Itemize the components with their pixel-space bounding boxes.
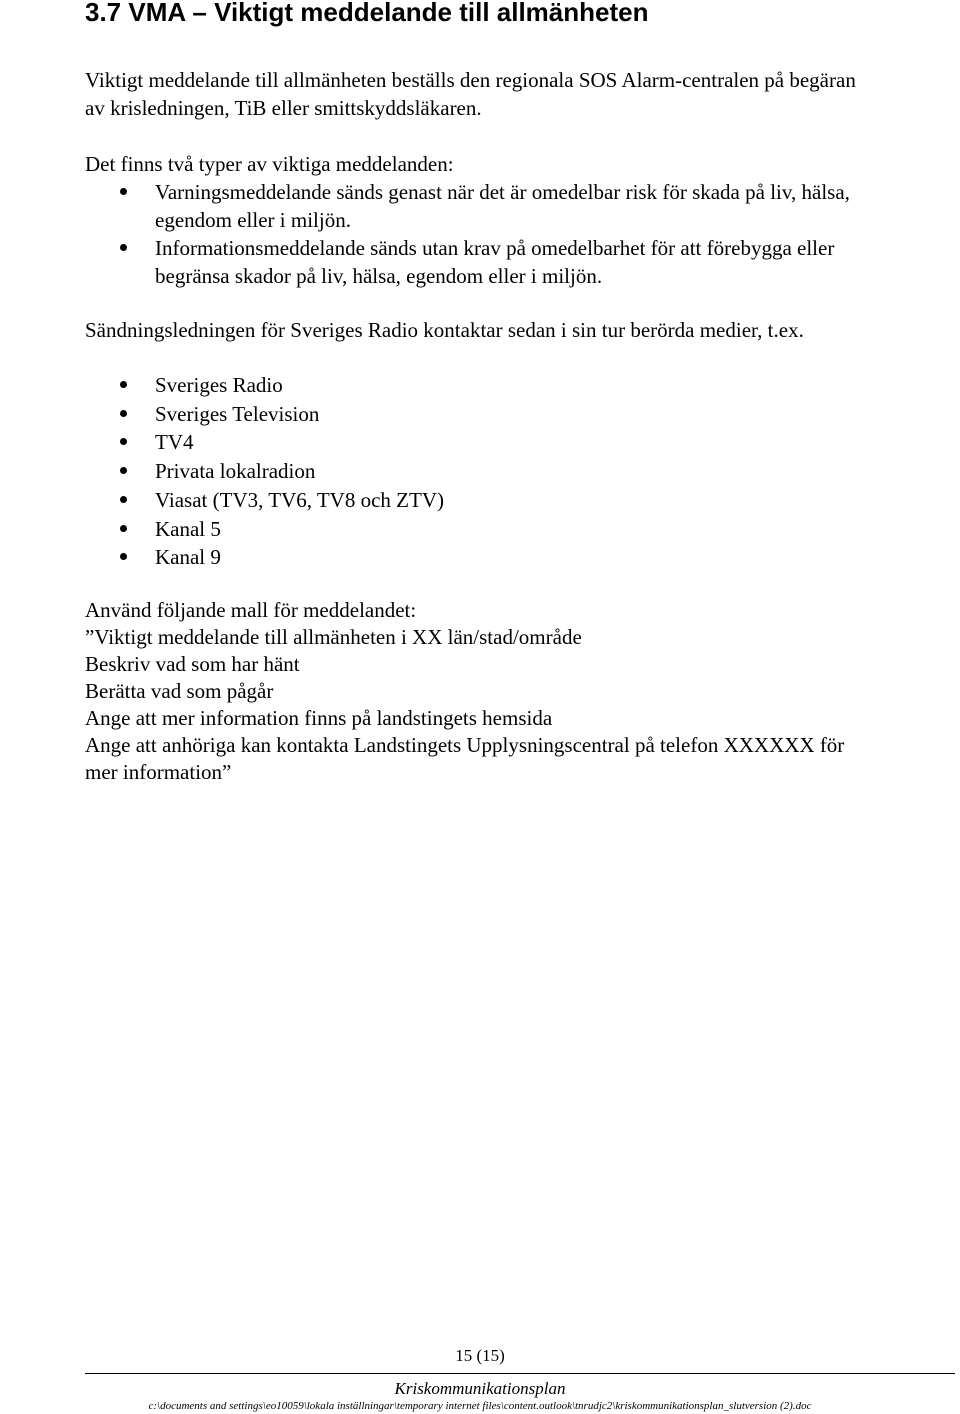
template-intro: Använd följande mall för meddelandet: (85, 598, 417, 622)
message-types-list (85, 178, 875, 290)
list-item: Privata lokalradion (85, 457, 875, 486)
media-intro: Sändningsledningen för Sveriges Radio kontaktar sedan i sin tur berörda medier, t.ex. (85, 318, 804, 342)
section-heading: 3.7 VMA – Viktigt meddelande till allmänheten (85, 0, 649, 27)
template-line: Ange att mer information finns på landstingets hemsida (85, 706, 553, 730)
list-item: Viasat (TV3, TV6, TV8 och ZTV) (85, 486, 875, 515)
list-item: Informationsmeddelande sänds utan krav på omedelbarhet för att förebygga eller begränsa skador på liv, hälsa, egendom eller i miljön. (85, 234, 875, 290)
footer-file-path: c:\documents and settings\eo10059\lokala inställningar\temporary internet files\content.outlook\tnrudjc2\kriskommunikationsplan_slutversion (2).doc (148, 1400, 812, 1412)
message-template (85, 624, 875, 786)
list-item: Kanal 9 (85, 543, 875, 572)
media-list (85, 371, 875, 572)
list-item: TV4 (85, 428, 875, 457)
template-line: Beskriv vad som har hänt (85, 652, 300, 676)
template-line: ”Viktigt meddelande till allmänheten i XX län/stad/område (85, 625, 582, 649)
template-line: Berätta vad som pågår (85, 679, 274, 703)
list-item: Kanal 5 (85, 515, 875, 544)
list-item: Sveriges Radio (85, 371, 875, 400)
footer-divider (85, 1373, 955, 1374)
types-intro: Det finns två typer av viktiga meddelanden: (85, 152, 454, 176)
list-item: Sveriges Television (85, 400, 875, 429)
intro-paragraph: Viktigt meddelande till allmänheten beställs den regionala SOS Alarm-centralen på begäran av krisledningen, TiB eller smittskyddsläkaren. (85, 68, 856, 120)
list-item: Varningsmeddelande sänds genast när det är omedelbar risk för skada på liv, hälsa, egendom eller i miljön. (85, 178, 875, 234)
footer-document-title: Kriskommunikationsplan (394, 1379, 566, 1398)
template-line: Ange att anhöriga kan kontakta Landstingets Upplysningscentral på telefon XXXXXX för mer information” (85, 733, 845, 784)
page-number: 15 (15) (455, 1346, 505, 1365)
